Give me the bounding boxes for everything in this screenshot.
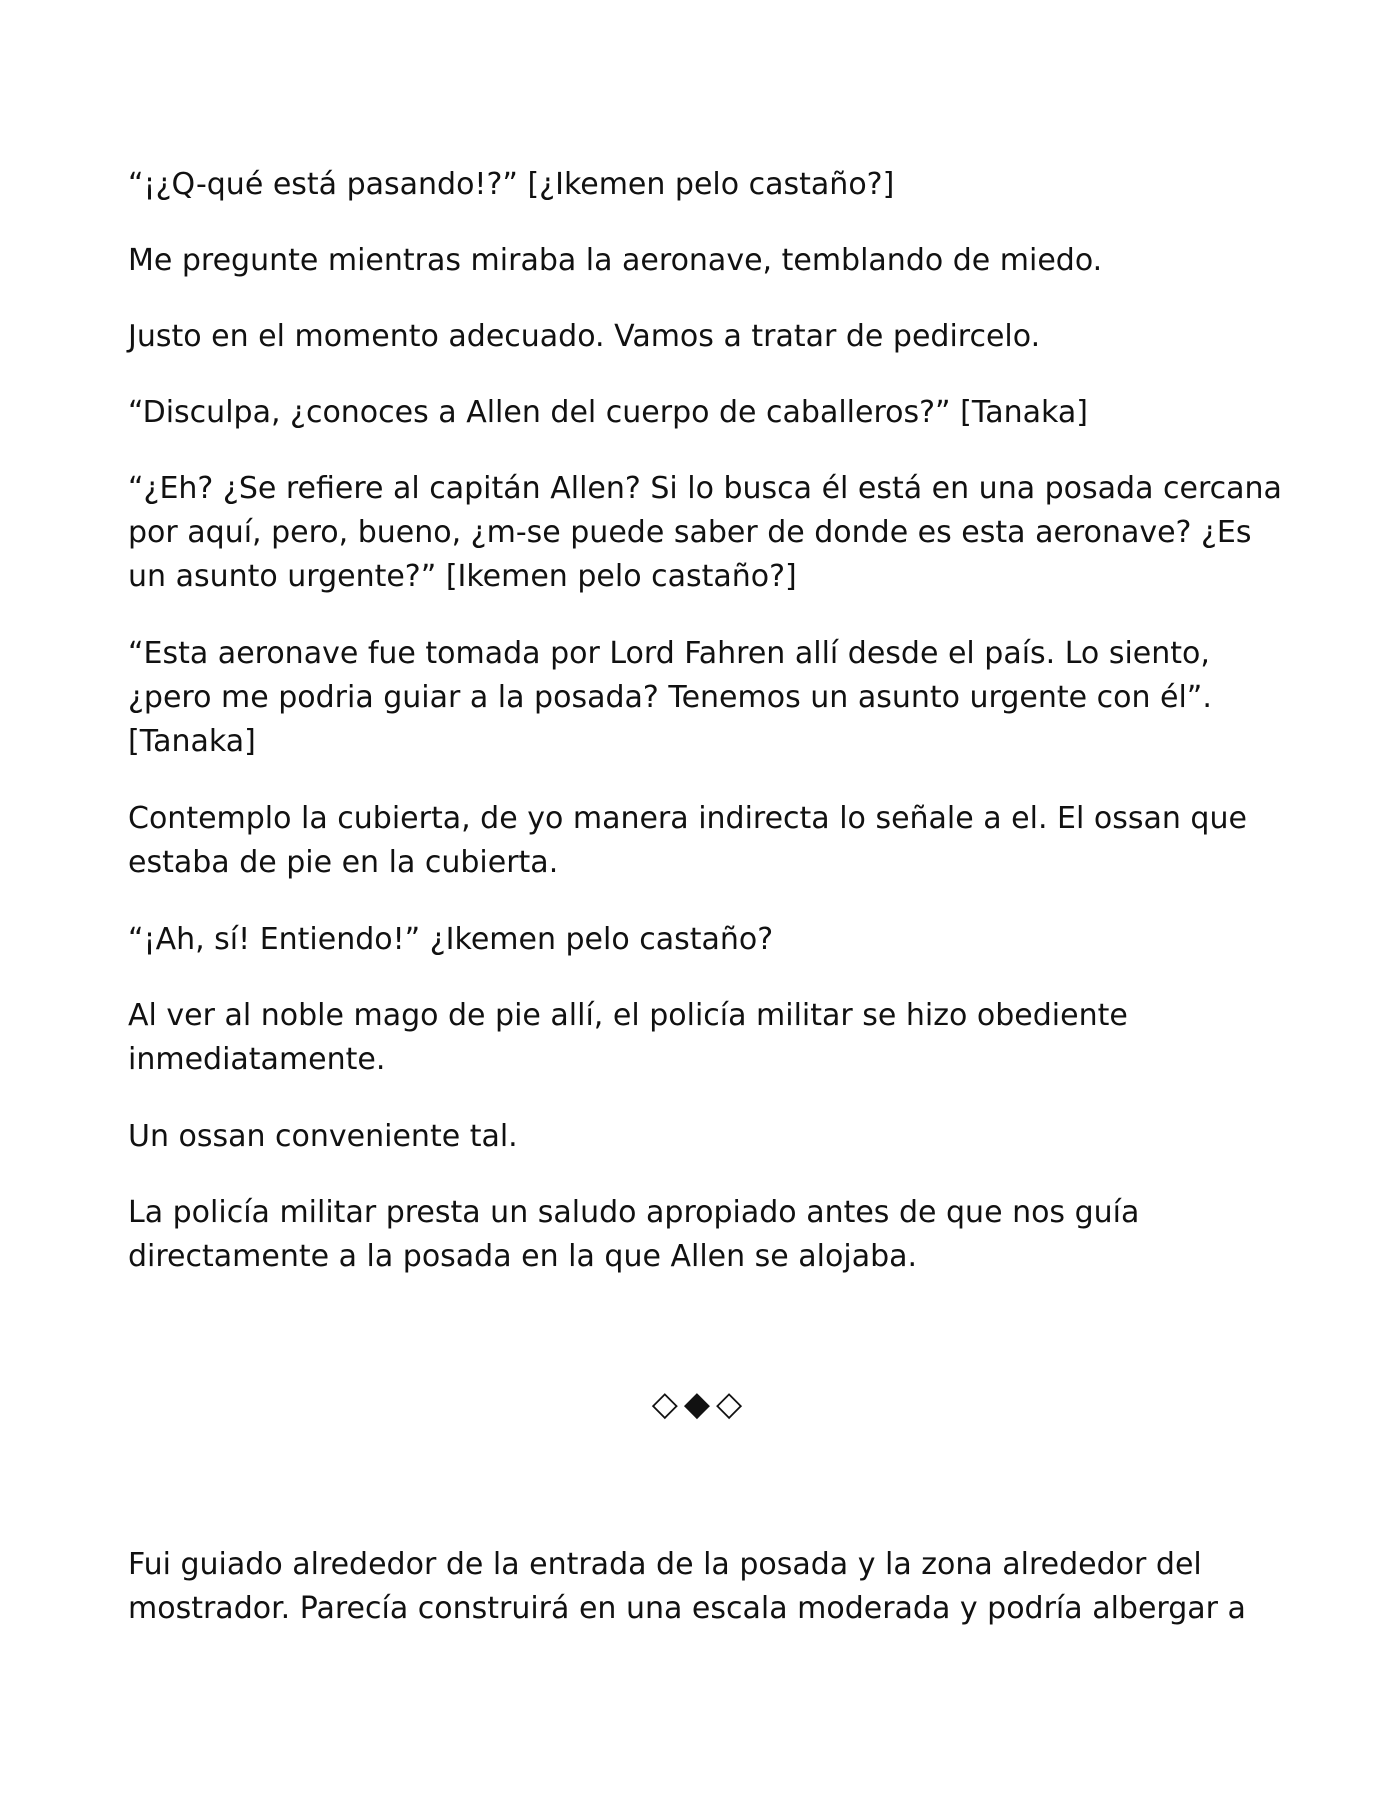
paragraph-3: Justo en el momento adecuado. Vamos a tratar de pedircelo. bbox=[128, 319, 1041, 354]
paragraph-8: “¡Ah, sí! Entiendo!” ¿Ikemen pelo castaño? bbox=[128, 922, 774, 957]
paragraph-1: “¡¿Q-qué está pasando!?” [¿Ikemen pelo castaño?] bbox=[128, 167, 895, 202]
paragraph-10: Un ossan conveniente tal. bbox=[128, 1119, 518, 1154]
paragraph-12: Fui guiado alrededor de la entrada de la posada y la zona alrededor del mostrador. Parecía construirá en una escala moderada y podría albergar a bbox=[128, 1547, 1246, 1626]
paragraph-6: “Esta aeronave fue tomada por Lord Fahren allí desde el país. Lo siento, ¿pero me podria guiar a la posada? Tenemos un asunto urgente con él”. [Tanaka] bbox=[128, 636, 1212, 759]
paragraph-5: “¿Eh? ¿Se refiere al capitán Allen? Si lo busca él está en una posada cercana por aquí, pero, bueno, ¿m-se puede saber de donde es esta aeronave? ¿Es un asunto urgente?” [Ikemen pelo castaño?] bbox=[128, 471, 1282, 594]
section-separator: ◇◆◇ bbox=[651, 1384, 749, 1424]
paragraph-9: Al ver al noble mago de pie allí, el policía militar se hizo obediente inmediatamente. bbox=[128, 998, 1128, 1077]
paragraph-11: La policía militar presta un saludo apropiado antes de que nos guía directamente a la posada en la que Allen se alojaba. bbox=[128, 1195, 1140, 1274]
paragraph-4: “Disculpa, ¿conoces a Allen del cuerpo de caballeros?” [Tanaka] bbox=[128, 395, 1088, 430]
paragraph-2: Me pregunte mientras miraba la aeronave, temblando de miedo. bbox=[128, 243, 1103, 278]
paragraph-7: Contemplo la cubierta, de yo manera indirecta lo señale a el. El ossan que estaba de pie en la cubierta. bbox=[128, 801, 1247, 880]
